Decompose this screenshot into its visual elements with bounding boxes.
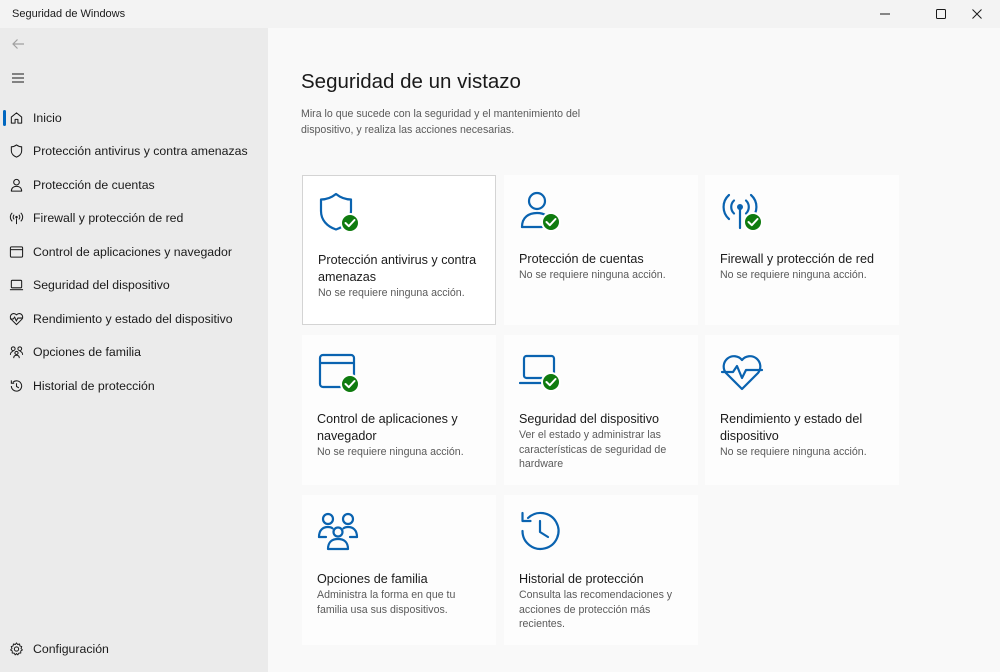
sidebar-item-label: Firewall y protección de red bbox=[33, 211, 184, 226]
tile-firewall[interactable] bbox=[705, 175, 899, 325]
history-icon bbox=[9, 378, 24, 393]
tile-status: No se requiere ninguna acción. bbox=[317, 446, 464, 458]
tile-title: Firewall y protección de red bbox=[720, 252, 874, 266]
app-window-icon bbox=[9, 244, 24, 259]
sidebar-item-label: Control de aplicaciones y navegador bbox=[33, 244, 232, 259]
family-icon bbox=[317, 510, 363, 556]
minimize-icon bbox=[879, 8, 891, 20]
sidebar-item-firewall[interactable] bbox=[0, 202, 268, 236]
title-bar bbox=[0, 0, 1000, 28]
gear-icon bbox=[9, 641, 24, 656]
page-description: Mira lo que sucede con la seguridad y el mantenimiento del dispositivo, y realiza las acciones necesarias. bbox=[301, 108, 581, 136]
sidebar bbox=[0, 28, 268, 672]
sidebar-item-label: Opciones de familia bbox=[33, 345, 141, 360]
tile-title: Opciones de familia bbox=[317, 572, 428, 586]
sidebar-item-dispositivo[interactable] bbox=[0, 269, 268, 303]
tile-title: Seguridad del dispositivo bbox=[519, 412, 660, 426]
sidebar-nav bbox=[0, 101, 268, 403]
family-icon bbox=[9, 345, 24, 360]
antenna-check-icon bbox=[720, 190, 766, 236]
antenna-icon bbox=[9, 211, 24, 226]
menu-button[interactable] bbox=[6, 68, 30, 88]
sidebar-item-label: Seguridad del dispositivo bbox=[33, 278, 170, 293]
sidebar-item-inicio[interactable] bbox=[0, 101, 268, 135]
heart-pulse-icon bbox=[720, 350, 766, 396]
tile-title: Rendimiento y estado del dispositivo bbox=[720, 412, 863, 443]
tile-historial[interactable] bbox=[504, 495, 698, 645]
sidebar-item-label: Protección de cuentas bbox=[33, 177, 155, 192]
sidebar-item-historial[interactable] bbox=[0, 369, 268, 403]
person-check-icon bbox=[519, 190, 565, 236]
history-clock-icon bbox=[519, 510, 565, 556]
tile-cuentas[interactable] bbox=[504, 175, 698, 325]
minimize-button[interactable] bbox=[862, 0, 908, 28]
tile-description: Ver el estado y administrar las características de seguridad de hardware bbox=[519, 429, 667, 470]
hamburger-icon bbox=[10, 70, 26, 86]
sidebar-item-configuracion[interactable] bbox=[0, 632, 268, 665]
shield-check-icon bbox=[318, 191, 364, 237]
sidebar-item-cuentas[interactable] bbox=[0, 168, 268, 202]
tile-status: No se requiere ninguna acción. bbox=[720, 269, 867, 281]
tile-rendimiento[interactable] bbox=[705, 335, 899, 485]
tile-status: No se requiere ninguna acción. bbox=[318, 287, 465, 299]
tile-familia[interactable] bbox=[302, 495, 496, 645]
sidebar-item-label: Historial de protección bbox=[33, 378, 155, 393]
sidebar-item-label: Rendimiento y estado del dispositivo bbox=[33, 311, 233, 326]
laptop-icon bbox=[9, 278, 24, 293]
sidebar-item-label: Protección antivirus y contra amenazas bbox=[33, 144, 248, 159]
sidebar-item-aplicaciones[interactable] bbox=[0, 235, 268, 269]
maximize-icon bbox=[935, 8, 947, 20]
close-icon bbox=[971, 8, 983, 20]
tile-antivirus[interactable] bbox=[302, 175, 496, 325]
tile-status: No se requiere ninguna acción. bbox=[519, 269, 666, 281]
tile-status: No se requiere ninguna acción. bbox=[720, 446, 867, 458]
sidebar-item-familia[interactable] bbox=[0, 336, 268, 370]
window-title: Seguridad de Windows bbox=[12, 8, 126, 20]
tile-title: Protección de cuentas bbox=[519, 252, 644, 266]
sidebar-item-antivirus[interactable] bbox=[0, 135, 268, 169]
back-arrow-icon bbox=[10, 36, 26, 52]
tile-description: Administra la forma en que tu familia usa sus dispositivos. bbox=[317, 589, 456, 616]
tile-title: Protección antivirus y contra amenazas bbox=[318, 253, 477, 284]
settings-label: Configuración bbox=[33, 641, 109, 656]
tile-title: Control de aplicaciones y navegador bbox=[317, 412, 458, 443]
app-window-check-icon bbox=[317, 350, 363, 396]
main-content bbox=[268, 28, 1000, 672]
tile-dispositivo[interactable] bbox=[504, 335, 698, 485]
tile-aplicaciones[interactable] bbox=[302, 335, 496, 485]
tile-description: Consulta las recomendaciones y acciones de protección más recientes. bbox=[519, 589, 673, 630]
page-title: Seguridad de un vistazo bbox=[301, 70, 521, 93]
shield-icon bbox=[9, 144, 24, 159]
home-icon bbox=[9, 110, 24, 125]
person-icon bbox=[9, 177, 24, 192]
tile-title: Historial de protección bbox=[519, 572, 644, 586]
sidebar-item-rendimiento[interactable] bbox=[0, 302, 268, 336]
laptop-check-icon bbox=[519, 350, 565, 396]
sidebar-item-label: Inicio bbox=[33, 110, 62, 125]
close-button[interactable] bbox=[954, 0, 1000, 28]
heart-pulse-icon bbox=[9, 311, 24, 326]
back-button[interactable] bbox=[6, 34, 30, 54]
